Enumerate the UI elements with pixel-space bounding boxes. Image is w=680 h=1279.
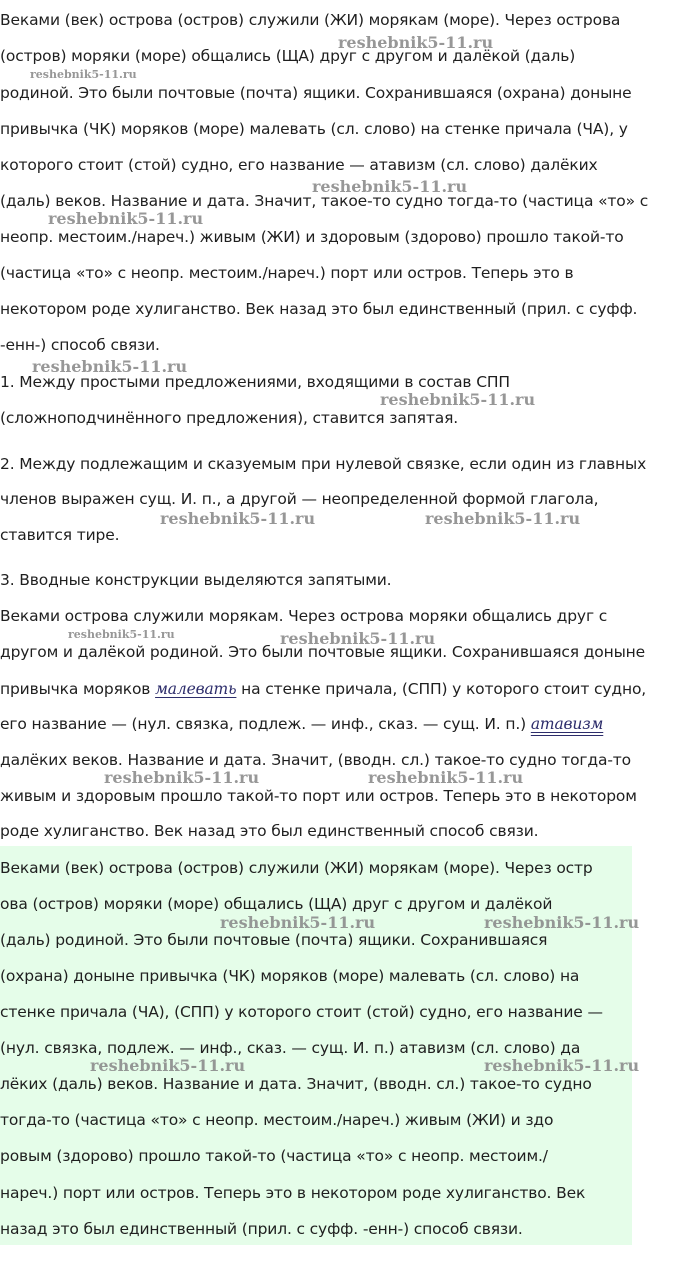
text-segment: привычка моряков (0, 680, 156, 698)
watermark: reshebnik5-11.ru (280, 629, 436, 648)
watermark: reshebnik5-11.ru (68, 628, 175, 641)
watermark: reshebnik5-11.ru (32, 357, 188, 376)
text-line: -енн-) способ связи. (0, 336, 160, 354)
rule-line: 1. Между простыми предложениями, входящими в состав СПП (0, 373, 510, 391)
watermark: reshebnik5-11.ru (380, 390, 536, 409)
text-line: (остров) моряки (море) общались (ЩА) друг с другом и далёкой (даль) (0, 47, 576, 65)
text-line: Веками (век) острова (остров) служили (ЖИ) морякам (море). Через остр (0, 859, 593, 877)
underlined-word: атавизм (530, 715, 604, 733)
text-line: далёких веков. Название и дата. Значит, (вводн. сл.) такое-то судно тогда-то (0, 751, 631, 769)
rule-line: 3. Вводные конструкции выделяются запятыми. (0, 571, 392, 589)
text-line: живым и здоровым прошло такой-то порт или остров. Теперь это в некотором (0, 787, 637, 805)
watermark: reshebnik5-11.ru (484, 1056, 640, 1075)
text-line: Веками острова служили морякам. Через острова моряки общались друг с (0, 607, 608, 625)
text-line: (нул. связка, подлеж. — инф., сказ. — сущ. И. п.) атавизм (сл. слово) да (0, 1039, 581, 1057)
watermark: reshebnik5-11.ru (312, 177, 468, 196)
watermark: reshebnik5-11.ru (48, 209, 204, 228)
text-segment: его название — (нул. связка, подлеж. — инф., сказ. — сущ. И. п.) (0, 715, 531, 733)
text-line: Веками (век) острова (остров) служили (ЖИ) морякам (море). Через острова (0, 11, 621, 29)
text-line: (охрана) доныне привычка (ЧК) моряков (море) малевать (сл. слово) на (0, 967, 580, 985)
text-line: тогда-то (частица «то» с неопр. местоим./нареч.) живым (ЖИ) и здо (0, 1111, 554, 1129)
text-line: ровым (здорово) прошло такой-то (частица «то» с неопр. местоим./ (0, 1147, 548, 1165)
watermark: reshebnik5-11.ru (484, 913, 640, 932)
watermark: reshebnik5-11.ru (425, 509, 581, 528)
text-line: некотором роде хулиганство. Век назад это был единственный (прил. с суфф. (0, 300, 638, 318)
text-line: (частица «то» с неопр. местоим./нареч.) порт или остров. Теперь это в (0, 264, 574, 282)
text-line: назад это был единственный (прил. с суфф. -енн-) способ связи. (0, 1220, 523, 1238)
watermark: reshebnik5-11.ru (104, 768, 260, 787)
rule-line: 2. Между подлежащим и сказуемым при нулевой связке, если один из главных (0, 455, 647, 473)
text-line (0, 715, 603, 733)
text-line: (даль) родиной. Это были почтовые (почта) ящики. Сохранившаяся (0, 931, 548, 949)
rule-line: (сложноподчинённого предложения), ставится запятая. (0, 409, 459, 427)
text-line: родиной. Это были почтовые (почта) ящики. Сохранившаяся (охрана) доныне (0, 84, 632, 102)
watermark: reshebnik5-11.ru (90, 1056, 246, 1075)
text-line: привычка (ЧК) моряков (море) малевать (сл. слово) на стенке причала (ЧА), у (0, 120, 628, 138)
watermark: reshebnik5-11.ru (368, 768, 524, 787)
text-line: лёких (даль) веков. Название и дата. Значит, (вводн. сл.) такое-то судно (0, 1075, 592, 1093)
text-line: роде хулиганство. Век назад это был единственный способ связи. (0, 822, 539, 840)
text-line: стенке причала (ЧА), (СПП) у которого стоит (стой) судно, его название — (0, 1003, 603, 1021)
text-segment: на стенке причала, (СПП) у которого стоит судно, (236, 680, 647, 698)
rule-line: членов выражен сущ. И. п., а другой — неопределенной формой глагола, (0, 490, 599, 508)
watermark: reshebnik5-11.ru (30, 68, 137, 81)
underlined-word: малевать (155, 680, 237, 698)
text-line: другом и далёкой родиной. Это были почтовые ящики. Сохранившаяся доныне (0, 643, 646, 661)
text-line: ова (остров) моряки (море) общались (ЩА) друг с другом и далёкой (0, 895, 553, 913)
text-line (0, 680, 646, 698)
watermark: reshebnik5-11.ru (160, 509, 316, 528)
watermark: reshebnik5-11.ru (338, 33, 494, 52)
rule-line: ставится тире. (0, 526, 120, 544)
text-line: неопр. местоим./нареч.) живым (ЖИ) и здоровым (здорово) прошло такой-то (0, 228, 624, 246)
watermark: reshebnik5-11.ru (220, 913, 376, 932)
text-line: которого стоит (стой) судно, его название — атавизм (сл. слово) далёких (0, 156, 598, 174)
text-line: нареч.) порт или остров. Теперь это в некотором роде хулиганство. Век (0, 1184, 586, 1202)
text-line: (даль) веков. Название и дата. Значит, такое-то судно тогда-то (частица «то» с (0, 192, 649, 210)
